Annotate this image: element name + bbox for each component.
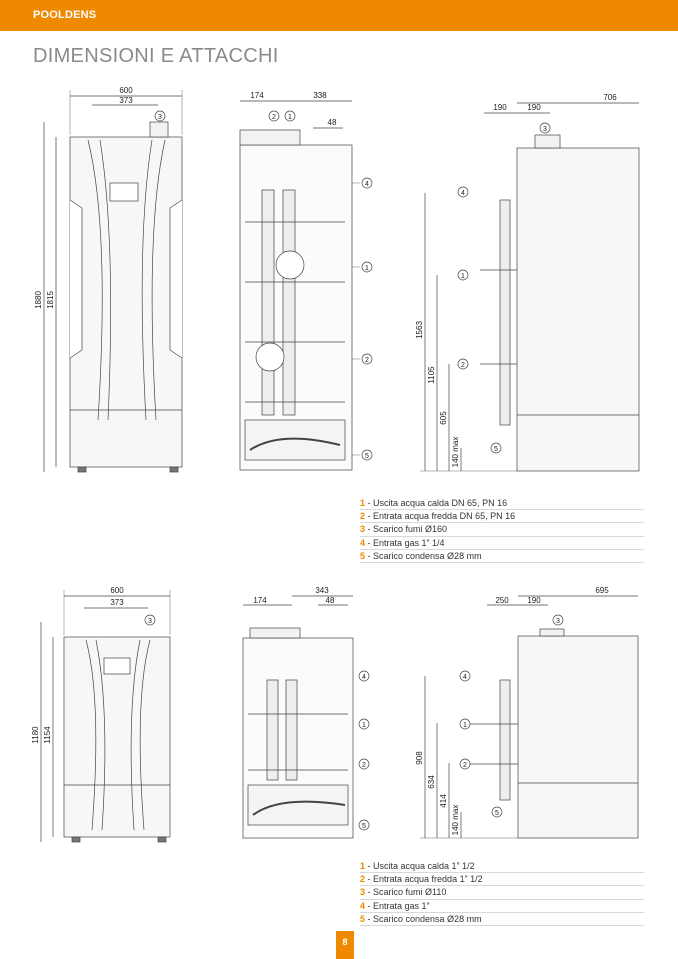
right-view-small — [420, 596, 638, 838]
legend-num: 5 — [360, 550, 366, 561]
bottom-front-width: 600 — [110, 586, 124, 595]
top-right-ref-d: 2 — [461, 362, 465, 369]
top-front-width: 600 — [119, 86, 133, 95]
bottom-right-total: 695 — [595, 586, 609, 595]
legend-text: - Scarico fumi Ø160 — [365, 524, 448, 535]
legend-item — [360, 550, 644, 563]
top-front-height-total: 1880 — [34, 291, 43, 309]
top-side-ref-e: 2 — [365, 357, 369, 364]
legend-item — [360, 913, 644, 926]
bottom-right-h2: 634 — [427, 775, 436, 789]
legend-num: 3 — [360, 524, 366, 535]
top-side-d3: 48 — [327, 118, 337, 127]
top-right-total: 706 — [603, 93, 617, 102]
top-front-ref: 3 — [158, 114, 162, 121]
top-side-ref-a: 2 — [272, 114, 276, 121]
legend-text: - Scarico condensa Ø28 mm — [365, 550, 482, 561]
front-view-small — [41, 590, 170, 842]
bottom-front-height-total: 1180 — [31, 726, 40, 744]
top-side-ref-c: 4 — [365, 181, 369, 188]
legend-text: - Entrata gas 1” — [365, 900, 430, 911]
side-view-large — [240, 101, 372, 470]
legend-item — [360, 886, 644, 899]
top-side-ref-f: 5 — [365, 453, 369, 460]
side-view-small — [243, 596, 369, 838]
legend-item — [360, 537, 644, 550]
bottom-right-h3: 414 — [439, 794, 448, 808]
legend-item — [360, 873, 644, 886]
legend-num: 1 — [360, 861, 366, 871]
legend-top — [360, 497, 644, 563]
legend-num: 2 — [360, 511, 366, 522]
bottom-right-ref-a: 3 — [556, 618, 560, 625]
top-side-ref-b: 1 — [288, 114, 292, 121]
bottom-right-ref-e: 5 — [495, 810, 499, 817]
legend-text: - Uscita acqua calda 1” 1/2 — [365, 861, 475, 871]
bottom-right-d1: 250 — [495, 596, 509, 605]
top-right-h4: 140 max — [451, 436, 460, 468]
legend-num: 1 — [360, 498, 366, 508]
legend-item — [360, 860, 644, 873]
top-right-h2: 1105 — [427, 366, 436, 384]
bottom-side-d3: 48 — [325, 596, 335, 605]
front-view-large — [44, 90, 182, 472]
legend-item — [360, 510, 644, 523]
bottom-front-height-body: 1154 — [43, 726, 52, 744]
top-right-d2: 190 — [527, 103, 541, 112]
top-right-h3: 605 — [439, 411, 448, 425]
bottom-right-ref-d: 2 — [463, 762, 467, 769]
top-right-h1: 1563 — [415, 321, 424, 339]
legend-text: - Scarico fumi Ø110 — [365, 887, 447, 898]
legend-text: - Entrata acqua fredda DN 65, PN 16 — [365, 511, 516, 522]
legend-item — [360, 900, 644, 913]
legend-bottom — [360, 860, 644, 926]
right-view-large — [420, 103, 639, 471]
top-side-d2: 338 — [313, 91, 327, 100]
legend-num: 2 — [360, 874, 366, 885]
top-right-ref-b: 4 — [461, 190, 465, 197]
legend-item — [360, 497, 644, 510]
top-side-d1: 174 — [250, 91, 264, 100]
bottom-right-h1: 908 — [415, 751, 424, 765]
bottom-right-ref-b: 4 — [463, 674, 467, 681]
legend-num: 5 — [360, 913, 366, 924]
bottom-right-h4: 140 max — [451, 804, 460, 836]
top-right-d1: 190 — [493, 103, 507, 112]
top-right-ref-a: 3 — [543, 126, 547, 133]
brand-label: POOLDENS — [33, 9, 97, 21]
top-front-offset: 373 — [119, 96, 133, 105]
bottom-side-ref-a: 4 — [362, 674, 366, 681]
legend-text: - Entrata gas 1” 1/4 — [365, 537, 445, 548]
bottom-side-ref-d: 5 — [362, 823, 366, 830]
bottom-right-d2: 190 — [527, 596, 541, 605]
top-right-ref-c: 1 — [461, 273, 465, 280]
page-number: 8 — [336, 931, 354, 959]
top-side-ref-d: 1 — [365, 265, 369, 272]
legend-text: - Entrata acqua fredda 1” 1/2 — [365, 874, 483, 885]
bottom-front-offset: 373 — [110, 598, 124, 607]
legend-num: 3 — [360, 887, 366, 898]
bottom-side-ref-c: 2 — [362, 762, 366, 769]
bottom-side-ref-b: 1 — [362, 722, 366, 729]
bottom-front-ref: 3 — [148, 618, 152, 625]
page-title: DIMENSIONI E ATTACCHI — [33, 45, 279, 67]
legend-num: 4 — [360, 537, 366, 548]
legend-text: - Uscita acqua calda DN 65, PN 16 — [365, 498, 508, 508]
legend-num: 4 — [360, 900, 366, 911]
legend-item — [360, 523, 644, 536]
legend-text: - Scarico condensa Ø28 mm — [365, 913, 482, 924]
top-right-ref-e: 5 — [494, 446, 498, 453]
bottom-side-d1: 174 — [253, 596, 267, 605]
bottom-right-ref-c: 1 — [463, 722, 467, 729]
top-front-height-body: 1815 — [46, 291, 55, 309]
bottom-side-d2: 343 — [315, 586, 329, 595]
